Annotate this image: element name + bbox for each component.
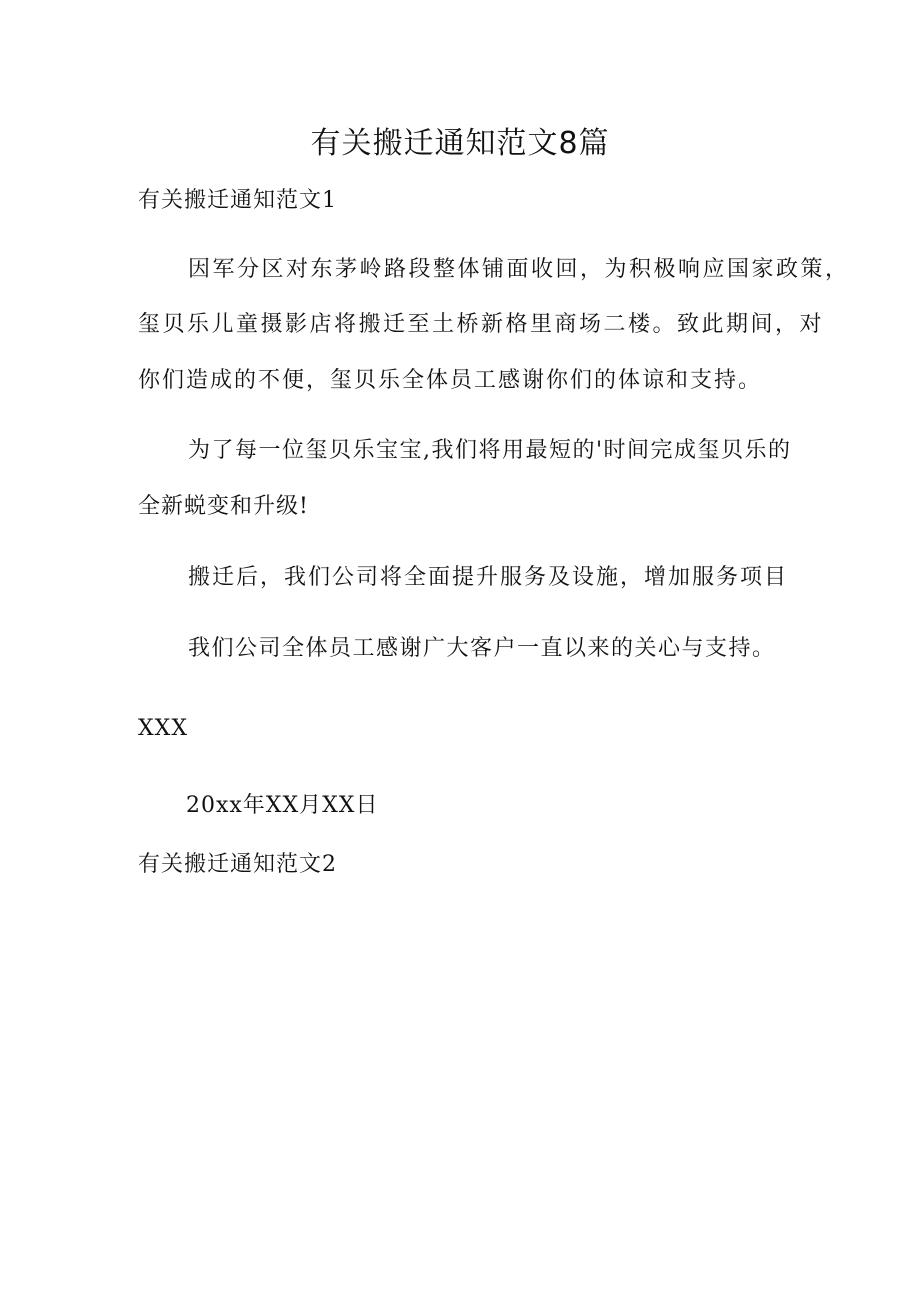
paragraph-1-line-3: 你们造成的不便，玺贝乐全体员工感谢你们的体谅和支持。 bbox=[138, 368, 763, 393]
document-title: 有关搬迁通知范文8篇 bbox=[310, 126, 610, 161]
paragraph-2-line-1: 为了每一位玺贝乐宝宝,我们将用最短的'时间完成玺贝乐的 bbox=[188, 438, 792, 463]
section-heading-1: 有关搬迁通知范文1 bbox=[138, 188, 337, 213]
signature: XXX bbox=[138, 716, 188, 741]
paragraph-4: 我们公司全体员工感谢广大客户一直以来的关心与支持。 bbox=[188, 636, 776, 661]
paragraph-3: 搬迁后，我们公司将全面提升服务及设施，增加服务项目 bbox=[188, 565, 789, 590]
paragraph-2-line-2: 全新蜕变和升级! bbox=[138, 494, 309, 519]
paragraph-1-line-2: 玺贝乐儿童摄影店将搬迁至土桥新格里商场二楼。致此期间，对 bbox=[138, 312, 825, 337]
date-line: 20xx年XX月XX日 bbox=[186, 793, 379, 818]
paragraph-1-line-1: 因军分区对东茅岭路段整体铺面收回，为积极响应国家政策， bbox=[188, 257, 850, 282]
section-heading-2: 有关搬迁通知范文2 bbox=[138, 852, 337, 877]
